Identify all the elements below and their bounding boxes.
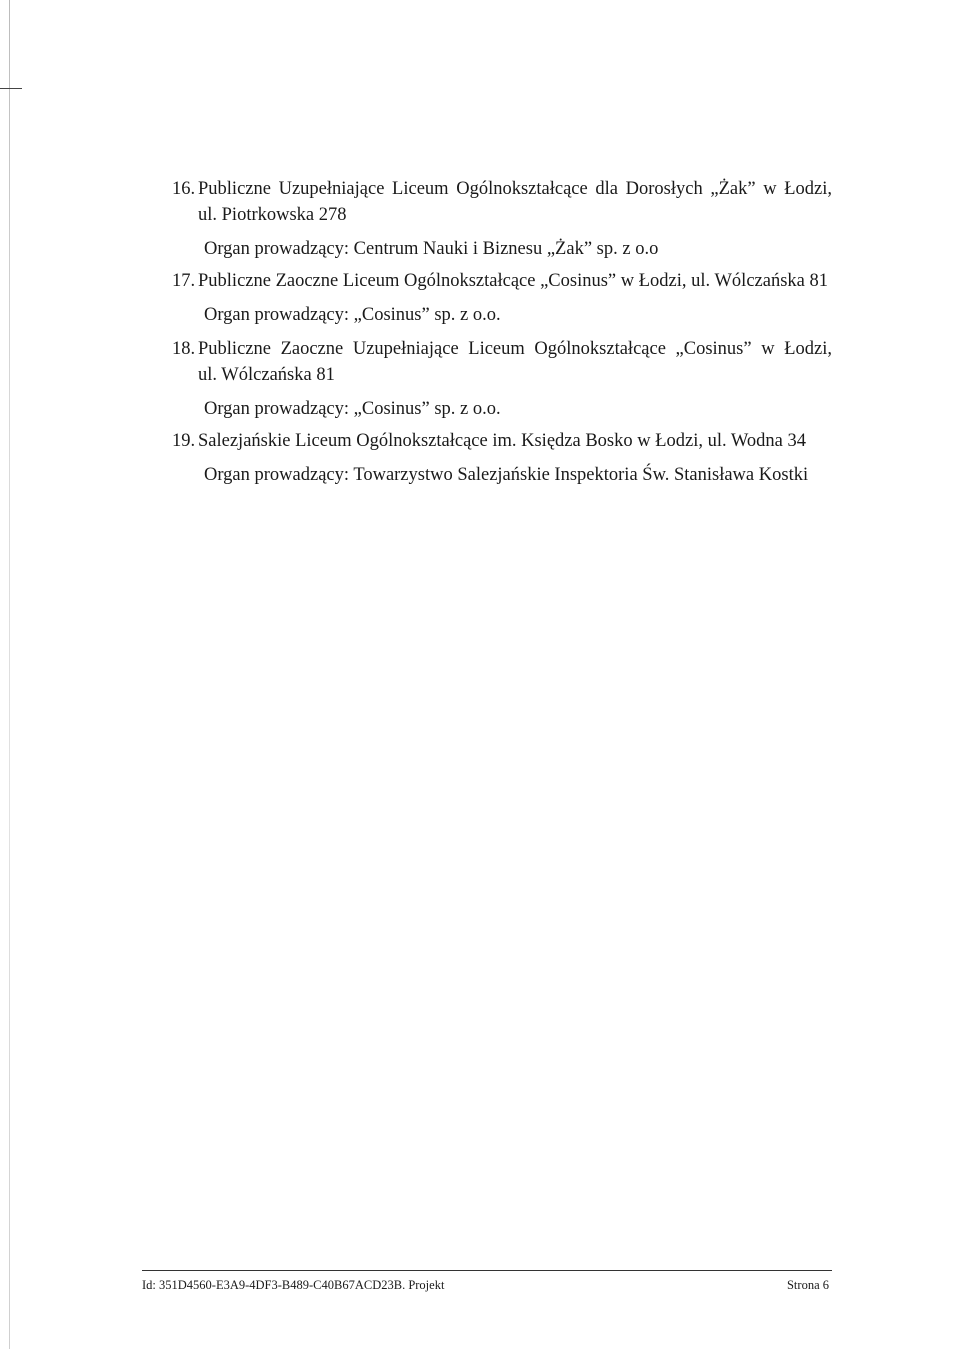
item-title-line: ul. Wólczańska 81 <box>198 365 335 385</box>
item-number: 18. <box>172 339 196 359</box>
list-item <box>172 176 832 262</box>
list-item <box>172 336 832 422</box>
item-number: 16. <box>172 179 196 199</box>
item-number: 19. <box>172 431 196 451</box>
item-governing-body: Organ prowadzący: Towarzystwo Salezjańskie Inspektoria Św. Stanisława Kostki <box>204 465 809 485</box>
list-item <box>172 428 832 488</box>
item-governing-body: Organ prowadzący: „Cosinus” sp. z o.o. <box>204 305 501 325</box>
item-title-line: Salezjańskie Liceum Ogólnokształcące im. Księdza Bosko w Łodzi, ul. Wodna 34 <box>198 431 806 451</box>
scan-edge-line <box>9 0 10 1349</box>
item-title-line: Publiczne Zaoczne Liceum Ogólnokształcące „Cosinus” w Łodzi, ul. Wólczańska 81 <box>198 271 828 291</box>
footer-page-number: Strona 6 <box>786 1278 829 1292</box>
scan-margin-mark <box>0 88 22 89</box>
school-list <box>172 176 832 488</box>
footer-document-id: Id: 351D4560-E3A9-4DF3-B489-C40B67ACD23B. Projekt <box>142 1278 445 1292</box>
item-number: 17. <box>172 271 196 291</box>
list-item <box>172 268 832 328</box>
item-governing-body: Organ prowadzący: „Cosinus” sp. z o.o. <box>204 399 501 419</box>
footer-divider <box>142 1270 832 1271</box>
item-title-line: Publiczne Zaoczne Uzupełniające Liceum Ogólnokształcące „Cosinus” w Łodzi, <box>198 339 832 359</box>
item-governing-body: Organ prowadzący: Centrum Nauki i Biznesu „Żak” sp. z o.o <box>204 239 659 259</box>
item-title-line: ul. Piotrkowska 278 <box>198 205 347 225</box>
item-title-line: Publiczne Uzupełniające Liceum Ogólnokształcące dla Dorosłych „Żak” w Łodzi, <box>198 179 832 199</box>
